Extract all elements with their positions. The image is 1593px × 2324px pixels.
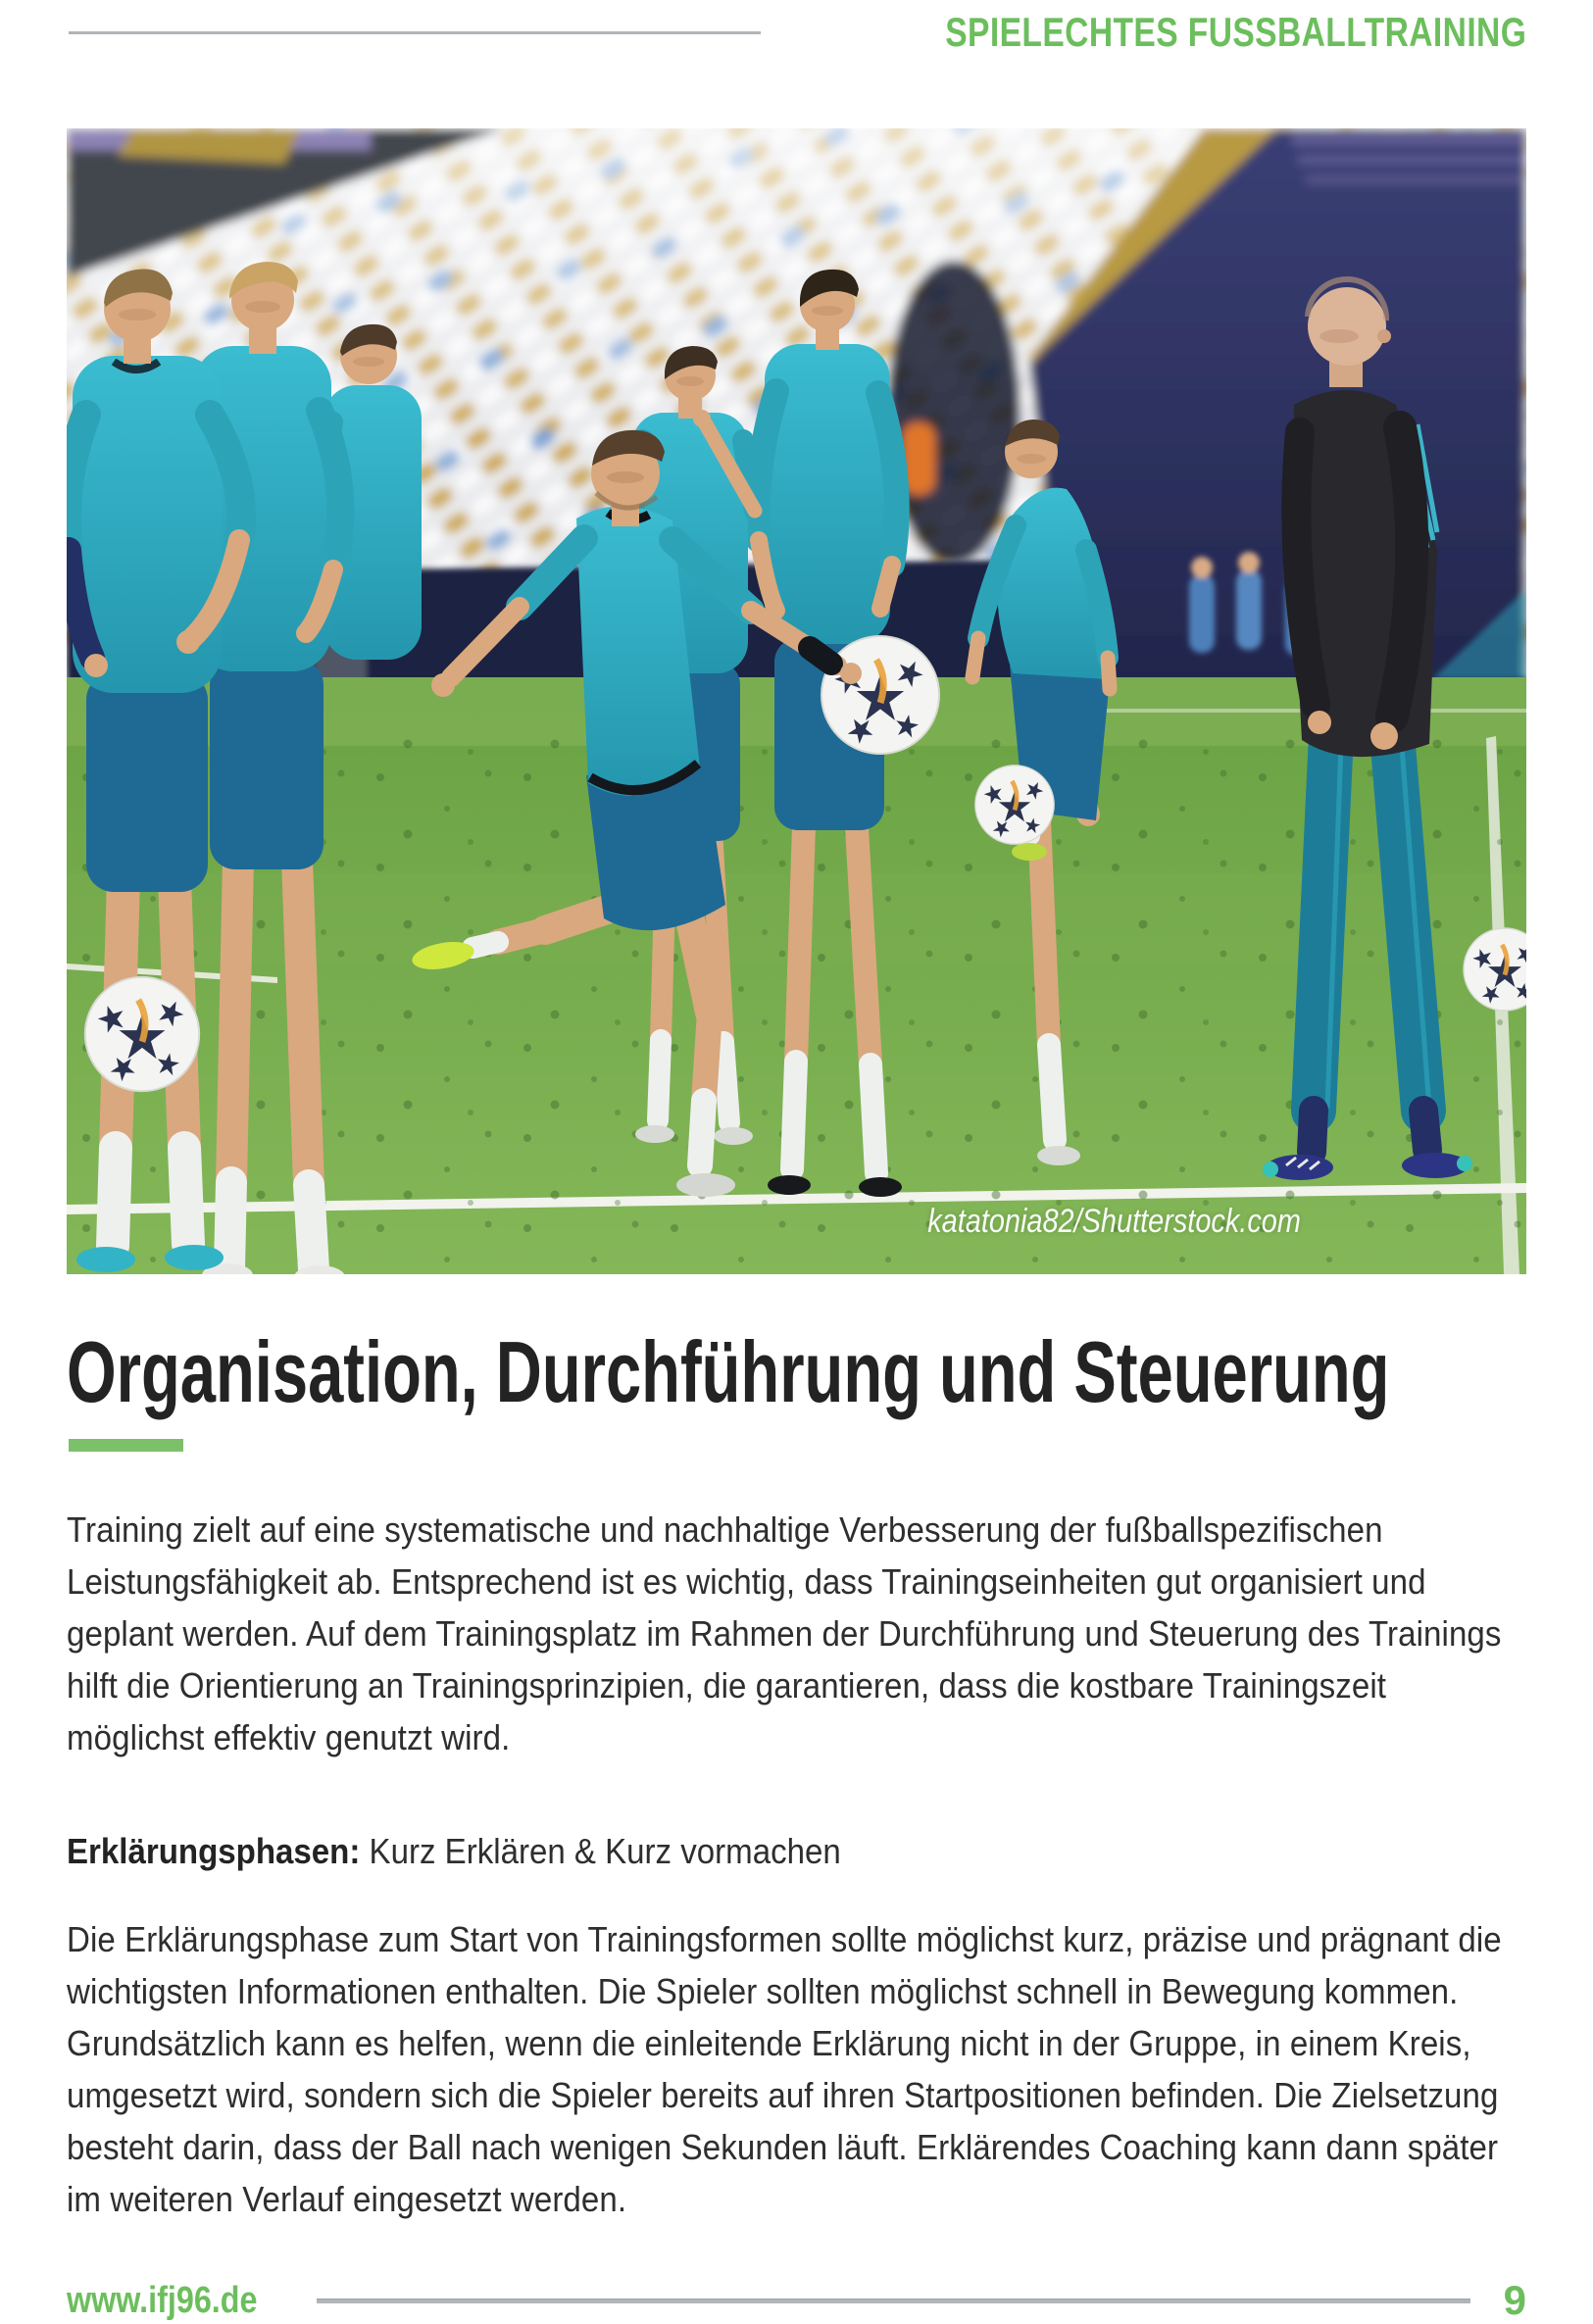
- page-footer: [67, 2274, 1526, 2324]
- soccer-ball-left: [85, 977, 199, 1091]
- page-header: [69, 8, 1526, 57]
- header-title: SPIELECHTES FUSSBALLTRAINING: [945, 9, 1526, 55]
- soccer-ball-center: [821, 636, 939, 754]
- page-number: 9: [1503, 2277, 1526, 2323]
- paragraph-intro: Training zielt auf eine systematische und nachhaltige Verbesserung der fußballspezifischen Leistungsfähigkeit ab. Entsprechend ist es wichtig, dass Trainingseinheiten gut organisiert und geplant werden. Auf dem Trainingsplatz im Rahmen der Durchführung und Steuerung des Trainings hilft die Orientierung an Trainingsprinzipien, die garantieren, dass die kostbare Trainingszeit möglichst effektiv genutzt wird.: [67, 1509, 1502, 1757]
- photo-credit: katatonia82/Shutterstock.com: [927, 1203, 1301, 1240]
- subheading-line: [67, 1831, 841, 1872]
- title-accent-bar: [69, 1439, 183, 1452]
- header-divider-line: [69, 31, 761, 34]
- footer-website-link[interactable]: www.ifj96.de: [67, 2279, 258, 2321]
- stadium-training-illustration: [67, 128, 1526, 1274]
- subheading-rest: Kurz Erklären & Kurz vormachen: [360, 1831, 841, 1871]
- training-photo: [67, 128, 1526, 1274]
- footer-divider-line: [317, 2299, 1470, 2303]
- paragraph-explanation: Die Erklärungsphase zum Start von Trainingsformen sollte möglichst kurz, präzise und prägnant die wichtigsten Informationen enthalten. Die Spieler sollten möglichst schnell in Bewegung kommen. Grundsätzlich kann es helfen, wenn die einleitende Erklärung nicht in der Gruppe, in einem Kreis, umgesetzt wird, sondern sich die Spieler bereits auf ihren Startpositionen befinden. Die Zielsetzung besteht darin, dass der Ball nach wenigen Sekunden läuft. Erklärendes Coaching kann dann später im weiteren Verlauf eingesetzt werden.: [67, 1919, 1502, 2219]
- soccer-ball-juggled: [975, 766, 1054, 844]
- subheading-bold: Erklärungsphasen:: [67, 1831, 361, 1871]
- article-title: [67, 1325, 1593, 1420]
- article-title-text: Organisation, Durchführung und Steuerung: [67, 1323, 1390, 1420]
- subheading: [67, 1831, 910, 1872]
